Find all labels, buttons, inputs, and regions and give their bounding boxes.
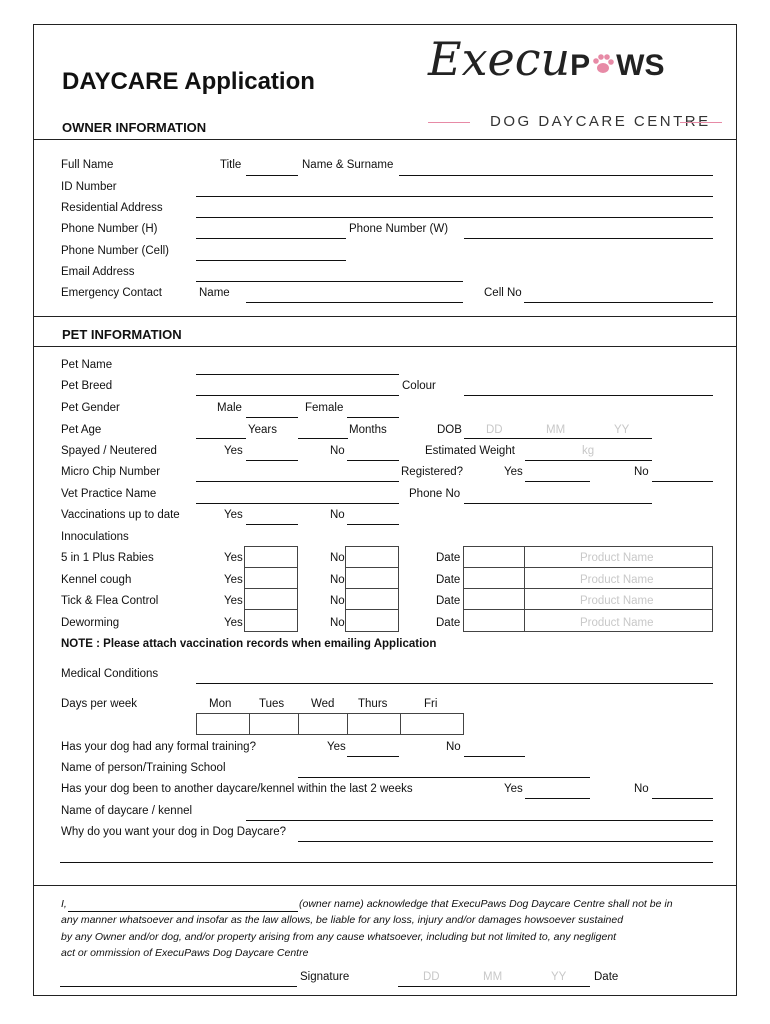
- name-surname-field[interactable]: [399, 175, 713, 176]
- colour-label: Colour: [402, 380, 436, 392]
- pet-breed-label: Pet Breed: [61, 380, 113, 392]
- innoculation-name: 5 in 1 Plus Rabies: [61, 552, 154, 564]
- years-label: Years: [248, 424, 277, 436]
- pet-name-field[interactable]: [196, 374, 399, 375]
- product-name-placeholder: Product Name: [580, 595, 654, 607]
- innoc-no-label: No: [330, 574, 345, 586]
- cell-no-label: Cell No: [484, 287, 522, 299]
- innoc-date-box[interactable]: [463, 588, 525, 610]
- divider: [33, 346, 737, 347]
- logo-subtitle: DOG DAYCARE CENTRE: [490, 113, 711, 130]
- training-no-field[interactable]: [464, 756, 525, 757]
- registered-yes-field[interactable]: [525, 481, 590, 482]
- other-daycare-no-field[interactable]: [652, 798, 713, 799]
- other-daycare-yes-label: Yes: [504, 783, 523, 795]
- innoc-yes-label: Yes: [224, 574, 243, 586]
- logo-divider-right: [680, 122, 722, 123]
- innoculation-name: Tick & Flea Control: [61, 595, 159, 607]
- email-field[interactable]: [196, 281, 463, 282]
- emergency-name-label: Name: [199, 287, 230, 299]
- day-box-thurs[interactable]: [347, 713, 401, 735]
- spayed-no-field[interactable]: [347, 460, 399, 461]
- dob-yy-placeholder: YY: [614, 424, 630, 436]
- microchip-label: Micro Chip Number: [61, 466, 161, 478]
- medical-conditions-label: Medical Conditions: [61, 668, 159, 680]
- id-number-field[interactable]: [196, 196, 713, 197]
- logo-wordmark: ExecuP WS: [428, 32, 665, 86]
- spayed-yes-label: Yes: [224, 445, 243, 457]
- estimated-weight-field[interactable]: [525, 460, 652, 461]
- colour-field[interactable]: [464, 395, 713, 396]
- innoc-no-label: No: [330, 617, 345, 629]
- male-label: Male: [217, 402, 242, 414]
- registered-label: Registered?: [401, 466, 464, 478]
- day-box-fri[interactable]: [400, 713, 464, 735]
- vaccinations-label: Vaccinations up to date: [61, 509, 180, 521]
- email-label: Email Address: [61, 266, 135, 278]
- divider: [33, 885, 737, 886]
- innoc-no-label: No: [330, 552, 345, 564]
- female-label: Female: [305, 402, 344, 414]
- full-name-label: Full Name: [61, 159, 114, 171]
- daycare-name-field[interactable]: [246, 820, 713, 821]
- vacc-no-label: No: [330, 509, 345, 521]
- dob-dd-placeholder: DD: [486, 424, 503, 436]
- medical-conditions-field[interactable]: [196, 683, 713, 684]
- address-label: Residential Address: [61, 202, 163, 214]
- innoc-yes-box[interactable]: [244, 546, 298, 568]
- weight-unit-placeholder: kg: [582, 445, 595, 457]
- signature-date-label: Date: [594, 971, 619, 983]
- pet-age-label: Pet Age: [61, 424, 102, 436]
- dob-field[interactable]: [464, 438, 652, 439]
- registered-no-field[interactable]: [652, 481, 713, 482]
- pet-name-label: Pet Name: [61, 359, 113, 371]
- dob-label: DOB: [437, 424, 462, 436]
- phone-cell-label: Phone Number (Cell): [61, 245, 170, 257]
- innoc-date-box[interactable]: [463, 567, 525, 589]
- divider: [33, 316, 737, 317]
- innoc-date-label: Date: [436, 552, 461, 564]
- phone-h-field[interactable]: [196, 238, 346, 239]
- phone-h-label: Phone Number (H): [61, 223, 158, 235]
- registered-yes-label: Yes: [504, 466, 523, 478]
- innoc-no-box[interactable]: [345, 609, 399, 632]
- innoc-date-label: Date: [436, 617, 461, 629]
- signature-label: Signature: [300, 971, 350, 983]
- product-name-placeholder: Product Name: [580, 617, 654, 629]
- sig-dd-placeholder: DD: [423, 971, 440, 983]
- vet-phone-field[interactable]: [464, 503, 652, 504]
- innoc-yes-label: Yes: [224, 617, 243, 629]
- title-field[interactable]: [246, 175, 298, 176]
- registered-no-label: No: [634, 466, 649, 478]
- spayed-label: Spayed / Neutered: [61, 445, 157, 457]
- id-number-label: ID Number: [61, 181, 117, 193]
- innoculations-label: Innoculations: [61, 531, 129, 543]
- logo-divider-left: [428, 122, 470, 123]
- day-label-fri: Fri: [424, 698, 438, 710]
- innoculation-name: Deworming: [61, 617, 120, 629]
- innoc-date-box[interactable]: [463, 609, 525, 632]
- cell-no-field[interactable]: [524, 302, 713, 303]
- why-daycare-label: Why do you want your dog in Dog Daycare?: [61, 826, 287, 838]
- innoc-date-box[interactable]: [463, 546, 525, 568]
- phone-cell-field[interactable]: [196, 260, 346, 261]
- product-name-placeholder: Product Name: [580, 552, 654, 564]
- why-daycare-field[interactable]: [298, 841, 713, 842]
- day-label-thurs: Thurs: [358, 698, 388, 710]
- disclaimer-line-1: (owner name) acknowledge that ExecuPaws Dog Daycare Centre shall not be in: [299, 898, 673, 910]
- pet-section-heading: PET INFORMATION: [62, 327, 182, 342]
- training-school-label: Name of person/Training School: [61, 762, 226, 774]
- title-label: Title: [220, 159, 242, 171]
- phone-w-field[interactable]: [464, 238, 713, 239]
- day-label-tues: Tues: [259, 698, 285, 710]
- training-yes-label: Yes: [327, 741, 346, 753]
- innoc-yes-box[interactable]: [244, 588, 298, 610]
- owner-section-heading: OWNER INFORMATION: [62, 120, 207, 135]
- emergency-contact-label: Emergency Contact: [61, 287, 162, 299]
- months-label: Months: [349, 424, 387, 436]
- disclaimer-i: I,: [61, 898, 67, 910]
- day-box-tues[interactable]: [249, 713, 299, 735]
- disclaimer-line-4: act or ommission of ExecuPaws Dog Daycare Centre: [61, 947, 309, 959]
- innoc-yes-label: Yes: [224, 595, 243, 607]
- disclaimer-line-3: by any Owner and/or dog, and/or property arising from any cause whatsoever, including but not limited to, any negligent: [61, 931, 617, 943]
- signature-field[interactable]: [60, 986, 297, 987]
- other-daycare-label: Has your dog been to another daycare/kennel within the last 2 weeks: [61, 783, 413, 795]
- innoc-yes-box[interactable]: [244, 567, 298, 589]
- other-daycare-no-label: No: [634, 783, 649, 795]
- estimated-weight-label: Estimated Weight: [425, 445, 515, 457]
- signature-date-field[interactable]: [398, 986, 590, 987]
- sig-mm-placeholder: MM: [483, 971, 503, 983]
- why-daycare-field-2[interactable]: [60, 862, 713, 863]
- name-surname-label: Name & Surname: [302, 159, 394, 171]
- years-field[interactable]: [196, 438, 246, 439]
- divider: [33, 139, 737, 140]
- spayed-no-label: No: [330, 445, 345, 457]
- other-daycare-yes-field[interactable]: [525, 798, 590, 799]
- pet-gender-label: Pet Gender: [61, 402, 120, 414]
- vet-phone-label: Phone No: [409, 488, 461, 500]
- innoc-no-box[interactable]: [345, 588, 399, 610]
- day-box-mon[interactable]: [196, 713, 250, 735]
- vet-field[interactable]: [196, 503, 399, 504]
- address-field[interactable]: [196, 217, 713, 218]
- innoc-yes-box[interactable]: [244, 609, 298, 632]
- training-yes-field[interactable]: [347, 756, 399, 757]
- innoc-date-label: Date: [436, 595, 461, 607]
- innoc-no-box[interactable]: [345, 546, 399, 568]
- daycare-name-label: Name of daycare / kennel: [61, 805, 193, 817]
- day-label-mon: Mon: [209, 698, 232, 710]
- vacc-yes-field[interactable]: [246, 524, 298, 525]
- paw-icon: [590, 51, 616, 77]
- day-box-wed[interactable]: [298, 713, 348, 735]
- innoc-no-label: No: [330, 595, 345, 607]
- training-school-field[interactable]: [298, 777, 590, 778]
- training-no-label: No: [446, 741, 461, 753]
- vaccination-note: NOTE : Please attach vaccination records when emailing Application: [61, 638, 437, 650]
- innoculation-name: Kennel cough: [61, 574, 132, 586]
- owner-name-field[interactable]: [68, 911, 298, 912]
- dob-mm-placeholder: MM: [546, 424, 566, 436]
- female-field[interactable]: [347, 417, 399, 418]
- sig-yy-placeholder: YY: [551, 971, 567, 983]
- training-label: Has your dog had any formal training?: [61, 741, 256, 753]
- pet-breed-field[interactable]: [196, 395, 399, 396]
- emergency-name-field[interactable]: [246, 302, 463, 303]
- microchip-field[interactable]: [196, 481, 399, 482]
- days-per-week-label: Days per week: [61, 698, 138, 710]
- disclaimer-line-2: any manner whatsoever and insofar as the law allows, be liable for any loss, injury and/or damages howsoever sustained: [61, 914, 624, 926]
- page-title: DAYCARE Application: [62, 68, 315, 95]
- months-field[interactable]: [298, 438, 348, 439]
- vet-label: Vet Practice Name: [61, 488, 157, 500]
- spayed-yes-field[interactable]: [246, 460, 298, 461]
- male-field[interactable]: [246, 417, 298, 418]
- innoc-no-box[interactable]: [345, 567, 399, 589]
- product-name-placeholder: Product Name: [580, 574, 654, 586]
- vacc-yes-label: Yes: [224, 509, 243, 521]
- innoc-date-label: Date: [436, 574, 461, 586]
- vacc-no-field[interactable]: [347, 524, 399, 525]
- day-label-wed: Wed: [311, 698, 335, 710]
- innoc-yes-label: Yes: [224, 552, 243, 564]
- phone-w-label: Phone Number (W): [349, 223, 449, 235]
